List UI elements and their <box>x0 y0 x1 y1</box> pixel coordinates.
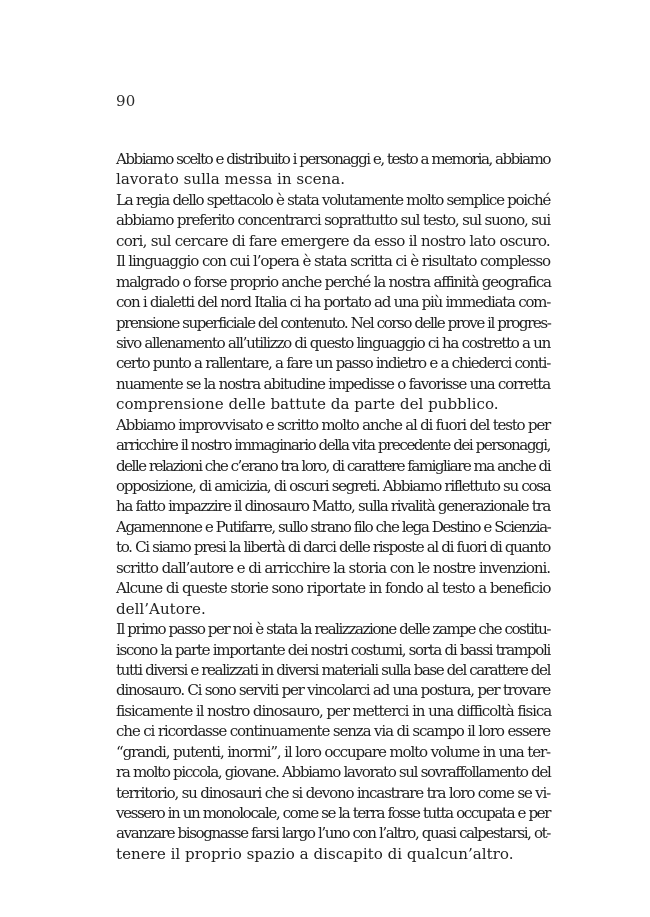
text-line: abbiamo preferito concentrarci soprattutto sul testo, sul suono, sui <box>116 211 550 230</box>
text-line: lavorato sulla messa in scena. <box>116 170 346 189</box>
page-number: 90 <box>116 92 136 110</box>
text-line: prensione superficiale del contenuto. Nel corso delle prove il progres- <box>116 313 551 332</box>
text-line: La regia dello spettacolo è stata volutamente molto semplice poiché <box>116 190 550 209</box>
text-line: nuamente se la nostra abitudine impedisse o favorisse una corretta <box>116 374 550 393</box>
text-line: to. Ci siamo presi la libertà di darci delle risposte al di fuori di quanto <box>116 538 550 557</box>
text-line: ra molto piccola, giovane. Abbiamo lavorato sul sovraffollamento del <box>116 763 551 782</box>
text-line: opposizione, di amicizia, di oscuri segreti. Abbiamo riflettuto su cosa <box>116 477 551 495</box>
text-line: con i dialetti del nord Italia ci ha portato ad una più immediata com- <box>116 293 550 312</box>
paragraph <box>116 251 550 415</box>
text-line: dell’Autore. <box>116 599 206 618</box>
text-line: fisicamente il nostro dinosauro, per metterci in una difficoltà fisica <box>116 701 552 720</box>
text-line: delle relazioni che c’erano tra loro, di carattere famigliare ma anche di <box>116 456 550 475</box>
text-line: territorio, su dinosauri che si devono incastrare tra loro come se vi- <box>116 783 550 802</box>
text-line: Agamennone e Putifarre, sullo strano filo che lega Destino e Scienzia- <box>116 517 551 536</box>
text-line: tutti diversi e realizzati in diversi materiali sulla base del carattere del <box>116 660 550 679</box>
text-line: sivo allenamento all’utilizzo di questo linguaggio ci ha costretto a un <box>116 333 550 352</box>
text-line: scritto dall’autore e di arricchire la storia con le nostre invenzioni. <box>116 558 550 577</box>
text-line: “grandi, putenti, inormi”, il loro occupare molto volume in una ter- <box>116 742 550 761</box>
text-line: avanzare bisognasse farsi largo l’uno con l’altro, quasi calpestarsi, ot- <box>116 824 550 843</box>
text-line: vessero in un monolocale, come se la terra fosse tutta occupata e per <box>116 804 551 822</box>
text-line: che ci ricordasse continuamente senza via di scampo il loro essere <box>116 722 550 741</box>
text-line: comprensione delle battute da parte del pubblico. <box>116 395 499 414</box>
paragraph <box>116 619 550 864</box>
text-line: arricchire il nostro immaginario della vita precedente dei personaggi, <box>116 436 550 455</box>
text-line: Abbiamo scelto e distribuito i personaggi e, testo a memoria, abbiamo <box>116 150 550 168</box>
text-line: certo punto a rallentare, a fare un passo indietro e a chiederci conti- <box>116 354 550 373</box>
paragraph <box>116 415 550 619</box>
body-text <box>116 149 550 864</box>
paragraph <box>116 190 550 251</box>
paragraph <box>116 149 550 190</box>
text-line: dinosauro. Ci sono serviti per vincolarci ad una postura, per trovare <box>116 681 550 700</box>
text-line: Alcune di queste storie sono riportate in fondo al testo a beneficio <box>116 579 551 598</box>
text-line: Il primo passo per noi è stata la realizzazione delle zampe che costitu- <box>116 620 550 639</box>
text-line: tenere il proprio spazio a discapito di qualcun’altro. <box>116 844 514 863</box>
text-line: Il linguaggio con cui l’opera è stata scritta ci è risultato complesso <box>116 252 550 271</box>
text-line: ha fatto impazzire il dinosauro Matto, sulla rivalità generazionale tra <box>116 497 550 516</box>
text-line: cori, sul cercare di fare emergere da esso il nostro lato oscuro. <box>116 231 550 250</box>
text-line: malgrado o forse proprio anche perché la nostra affinità geografica <box>116 272 551 291</box>
text-line: Abbiamo improvvisato e scritto molto anche al di fuori del testo per <box>116 415 550 434</box>
text-line: iscono la parte importante dei nostri costumi, sorta di bassi trampoli <box>116 640 550 659</box>
